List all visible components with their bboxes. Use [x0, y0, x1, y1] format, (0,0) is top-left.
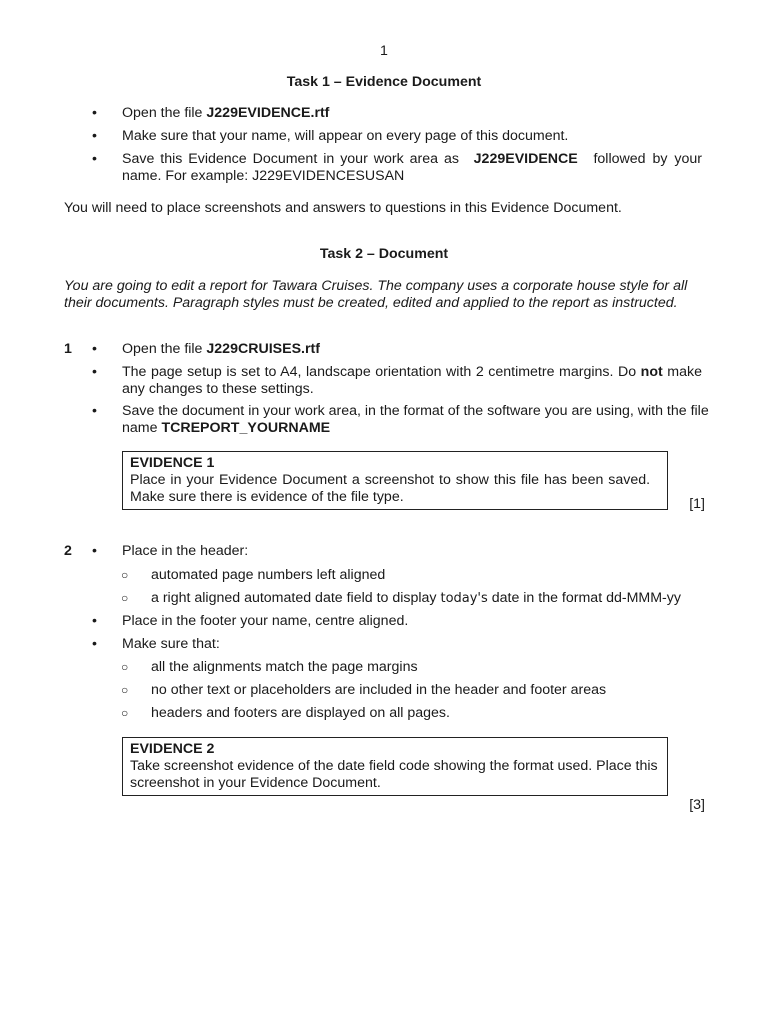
sub-bullet-icon: ○ [121, 660, 129, 674]
bullet-icon: • [92, 151, 97, 167]
q1-bullet-1-filename: J229CRUISES.rtf [206, 341, 320, 357]
evidence-1-box [122, 451, 668, 510]
q2-marks: [3] [689, 797, 705, 813]
sub-bullet-icon: ○ [121, 591, 129, 605]
bullet-icon: • [92, 341, 97, 357]
q1-bullet-3 [122, 403, 709, 437]
q2-check-item-1: all the alignments match the page margins [151, 659, 418, 675]
q1-bullet-2-post: make [662, 364, 702, 380]
q1-bullet-3-filename: TCREPORT_YOURNAME [161, 420, 331, 436]
q2-check-item-2: no other text or placeholders are included in the header and footer areas [151, 682, 607, 698]
q2-check-label: Make sure that: [122, 636, 220, 652]
task1-bullet-2: Make sure that your name, will appear on every page of this document. [122, 128, 569, 144]
task1-bullet-1 [122, 105, 329, 122]
q2-header-item-2-today: today's [440, 591, 488, 606]
q1-bullet-1 [122, 341, 320, 358]
q2-header-item-2-text: a right aligned automated date field to display [151, 590, 441, 606]
q2-header-item-2 [151, 590, 681, 607]
bullet-icon: • [92, 613, 97, 629]
task2-intro [64, 278, 702, 312]
task1-bullet-1-filename: J229EVIDENCE.rtf [206, 105, 330, 121]
task1-heading: Task 1 – Evidence Document [286, 74, 482, 90]
bullet-icon: • [92, 105, 97, 121]
page-number: 1 [380, 43, 388, 59]
q1-bullet-1-text: Open the file [122, 341, 207, 357]
q1-bullet-2-line2: any changes to these settings. [122, 381, 314, 397]
task2-intro-line2: their documents. Paragraph styles must be created, edited and applied to the report as instructed. [64, 295, 678, 311]
bullet-icon: • [92, 403, 97, 419]
task1-note: You will need to place screenshots and answers to questions in this Evidence Document. [64, 200, 622, 216]
task1-bullet-3-line2: name. For example: J229EVIDENCESUSAN [122, 168, 405, 184]
evidence-1-title: EVIDENCE 1 [130, 455, 215, 471]
q1-bullet-2 [122, 364, 702, 398]
q1-bullet-3-line1: Save the document in your work area, in the format of the software you are using, with the file [122, 403, 709, 419]
evidence-1-line1: Place in your Evidence Document a screenshot to show this file has been saved. [130, 472, 651, 488]
evidence-2-line2: screenshot in your Evidence Document. [130, 775, 381, 791]
q2-footer-label: Place in the footer your name, centre aligned. [122, 613, 409, 629]
q2-header-item-1: automated page numbers left aligned [151, 567, 386, 583]
bullet-icon: • [92, 364, 97, 380]
task1-bullet-1-text: Open the file [122, 105, 207, 121]
evidence-2-title: EVIDENCE 2 [130, 741, 215, 757]
bullet-icon: • [92, 543, 97, 559]
q1-bullet-2-text: The page setup is set to A4, landscape orientation with 2 centimetre margins. Do [122, 364, 641, 380]
question-2-number: 2 [64, 543, 72, 559]
q1-bullet-3-line2: name [122, 420, 162, 436]
evidence-1-line2: Make sure there is evidence of the file type. [130, 489, 404, 505]
task2-intro-line1: You are going to edit a report for Tawara Cruises. The company uses a corporate house style for all [64, 278, 688, 294]
task1-bullet-3-post: followed by your [586, 151, 702, 167]
q1-bullet-2-emphasis: not [640, 364, 663, 380]
sub-bullet-icon: ○ [121, 568, 129, 582]
q2-header-item-2-post: date in the format dd-MMM-yy [487, 590, 681, 606]
q2-header-label: Place in the header: [122, 543, 249, 559]
task1-bullet-3 [122, 151, 702, 185]
task2-heading: Task 2 – Document [319, 246, 449, 262]
q2-check-item-3: headers and footers are displayed on all pages. [151, 705, 450, 721]
evidence-2-box [122, 737, 668, 796]
q1-marks: [1] [689, 496, 705, 512]
sub-bullet-icon: ○ [121, 706, 129, 720]
question-1-number: 1 [64, 341, 72, 357]
task1-bullet-3-filename: J229EVIDENCE [473, 151, 578, 167]
bullet-icon: • [92, 128, 97, 144]
sub-bullet-icon: ○ [121, 683, 129, 697]
bullet-icon: • [92, 636, 97, 652]
evidence-2-line1: Take screenshot evidence of the date field code showing the format used. Place this [130, 758, 658, 774]
task1-bullet-3-text: Save this Evidence Document in your work area as [122, 151, 465, 167]
